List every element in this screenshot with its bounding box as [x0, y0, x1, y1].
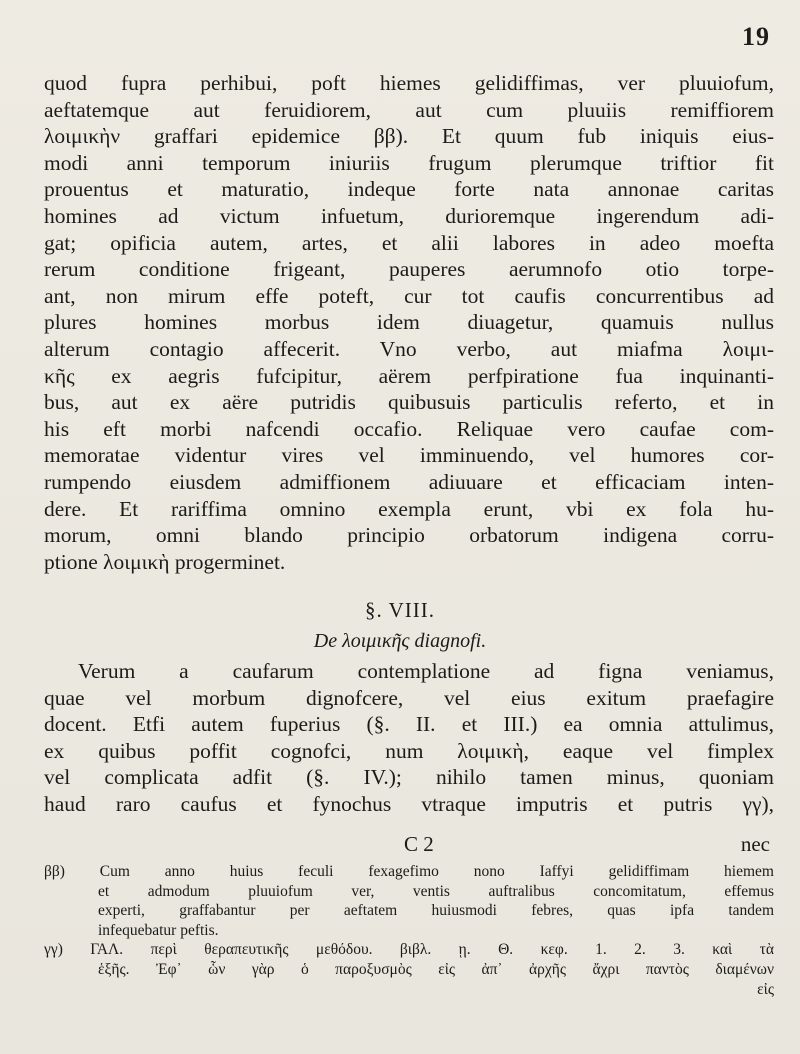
text-line: ant, non mirum effe poteft, cur tot caufis concurrentibus ad [44, 283, 774, 308]
text-line: gat; opificia autem, artes, et alii labores in adeo moefta [44, 230, 774, 255]
text-line: homines ad victum infuetum, durioremque ingerendum adi- [44, 203, 774, 228]
footnote-line: ββ) Cum anno huius feculi fexagefimo nono Iaffyi gelidiffimam hiemem [44, 863, 774, 880]
text-line: rumpendo eiusdem admiffionem adiuuare et efficaciam inten- [44, 469, 774, 494]
text-line: ptione λοιμικὴ progerminet. [44, 549, 286, 574]
text-line: aeftatemque aut feruidiorem, aut cum pluuiis remiffiorem [44, 97, 774, 122]
section-heading: De λοιμικῆς diagnofi. [313, 630, 487, 652]
signature-row [44, 832, 774, 858]
footnote-line: γγ) ΓΑΛ. περὶ θεραπευτικῆς μεθόδου. βιβλ. ῃ. Θ. κεφ. 1. 2. 3. καὶ τὰ [44, 941, 774, 959]
text-line: docent. Etfi autem fuperius (§. II. et III.) ea omnia attulimus, [44, 712, 774, 737]
text-line: vel complicata adfit (§. IV.); nihilo tamen minus, quoniam [44, 765, 774, 790]
section-number: §. VIII. [364, 598, 435, 622]
text-line: ex quibus poffit cognofci, num λοιμικὴ, eaque vel fimplex [44, 738, 774, 763]
page-number: 19 [742, 22, 770, 51]
text-line: rerum conditione frigeant, pauperes aerumnofo otio torpe- [44, 257, 774, 282]
text-line: dere. Et rariffima omnino exempla erunt, vbi ex fola hu- [44, 496, 774, 521]
footnote-line: et admodum pluuiofum ver, ventis auftralibus concomitatum, effemus [98, 882, 774, 900]
footnote-line: experti, graffabantur per aeftatem huiusmodi febres, quas ipfa tandem [98, 902, 774, 920]
footnotes [44, 862, 774, 999]
text-line: κῆς ex aegris fufcipitur, aërem perfpiratione fua inquinanti- [44, 363, 774, 388]
text-line: prouentus et maturatio, indeque forte nata annonae caritas [44, 177, 774, 202]
catchword: nec [740, 832, 770, 856]
text-line: morum, omni blando principio orbatorum indigena corru- [44, 523, 774, 548]
text-line: λοιμικὴν graffari epidemice ββ). Et quum fub iniquis eius- [44, 124, 774, 149]
text-line: quae vel morbum dignofcere, vel eius exitum praefagire [44, 685, 774, 710]
footnote-catchword: εἰς [757, 980, 774, 998]
paragraph-2 [44, 658, 774, 818]
text-line: his eft morbi nafcendi occafio. Reliquae vero caufae com- [44, 416, 774, 441]
text-line: quod fupra perhibui, poft hiemes gelidiffimas, ver pluuiofum, [44, 71, 774, 95]
signature-mark: C 2 [404, 832, 434, 856]
paragraph-1 [44, 70, 774, 575]
text-line: alterum contagio affecerit. Vno verbo, aut miafma λοιμι- [44, 336, 774, 361]
text-line: modi anni temporum iniuriis frugum plerumque triftior fit [44, 150, 774, 175]
text-line: plures homines morbus idem diuagetur, quamuis nullus [44, 310, 774, 335]
text-line: memoratae videntur vires vel imminuendo, vel humores cor- [44, 443, 774, 468]
text-line: haud raro caufus et fynochus vtraque imputris et putris γγ), [44, 791, 774, 816]
footnote-line: ἑξῆς. Ἐφ᾽ ὧν γὰρ ὁ παροξυσμὸς εἰς ἀπ᾽ ἀρχῆς ἄχρι παντὸς διαμένων [98, 960, 774, 978]
text-line: bus, aut ex aëre putridis quibusuis particulis referto, et in [44, 390, 774, 415]
footnote-line: infequebatur peftis. [98, 921, 219, 939]
text-line: Verum a caufarum contemplatione ad figna veniamus, [78, 659, 774, 683]
